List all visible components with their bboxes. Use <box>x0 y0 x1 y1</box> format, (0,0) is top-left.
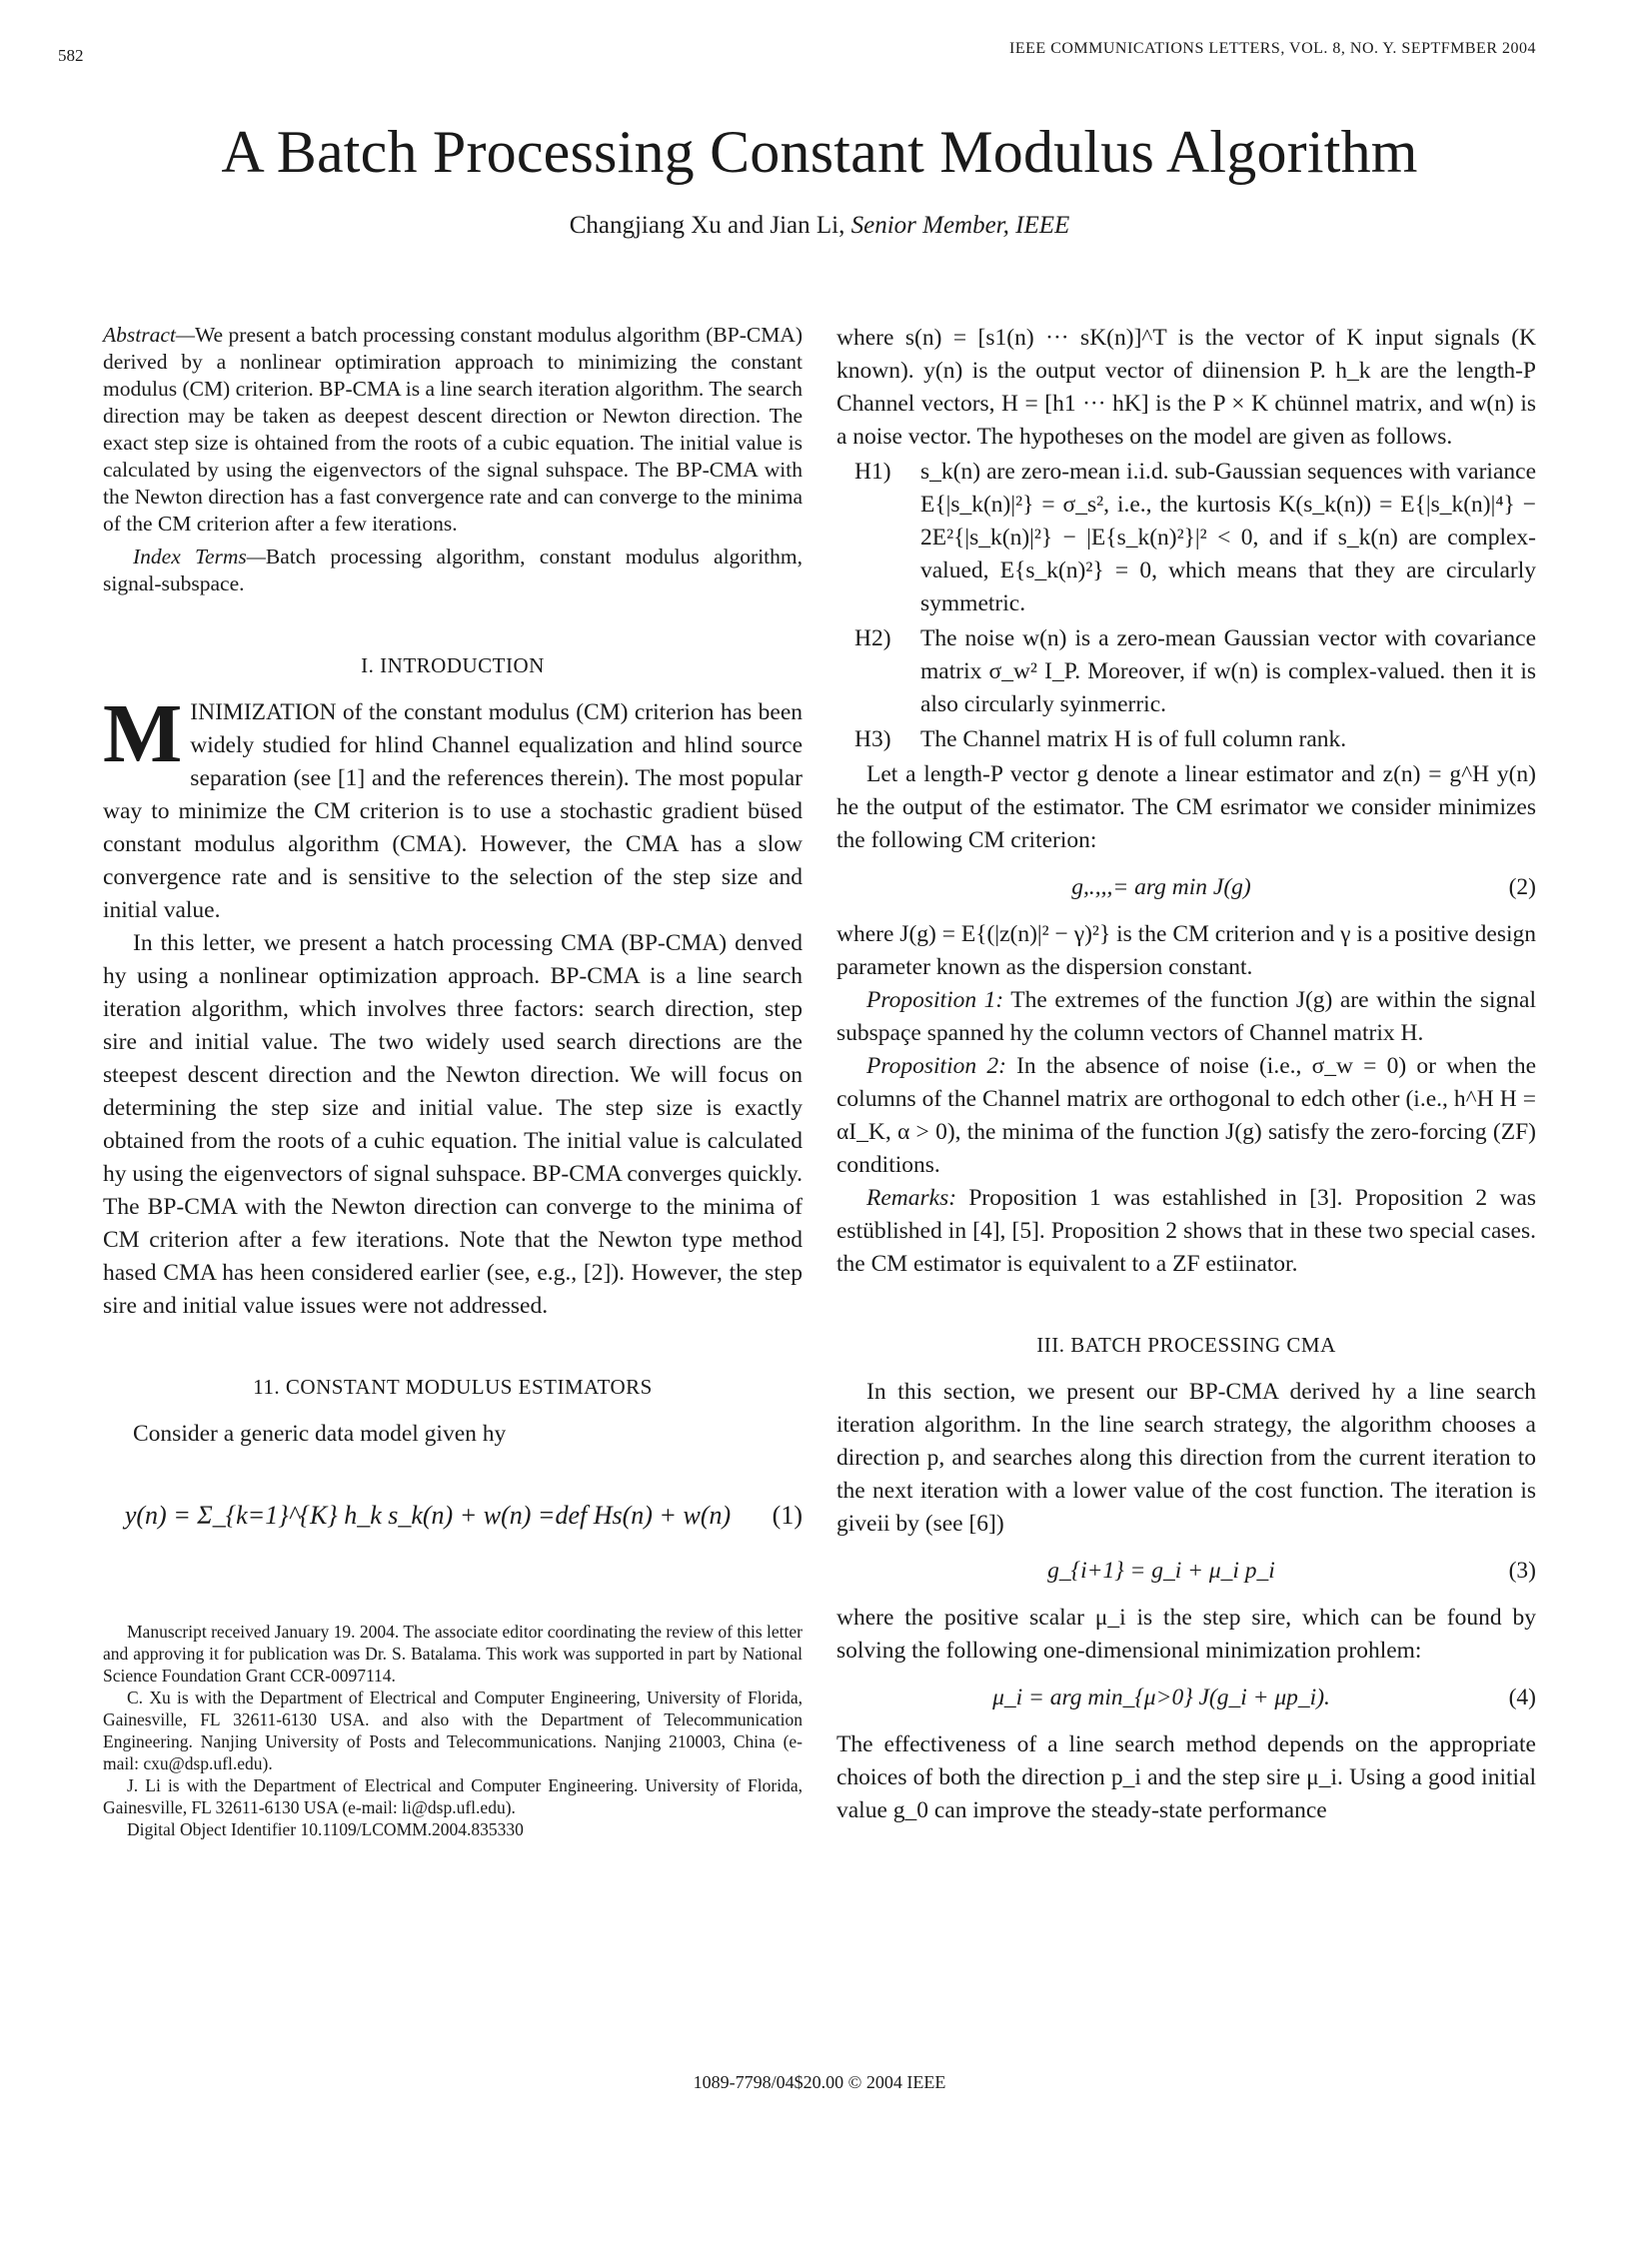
equation-4 <box>836 1682 1536 1714</box>
index-terms-text: Batch processing algorithm, constant modulus algorithm, signal-subspace. <box>103 545 803 595</box>
running-head: IEEE COMMUNICATIONS LETTERS, VOL. 8, NO. Y. SEPTFMBER 2004 <box>1009 40 1536 57</box>
hypothesis-text: s_k(n) are zero-mean i.i.d. sub-Gaussian sequences with variance E{|s_k(n)|²} = σ_s², i.e., the kurtosis K(s_k(n)) = E{|s_k(n)|⁴} − 2E²{|s_k(n)|²} − |E{s_k(n)²}|² < 0, and if s_k(n) are complex-valued, E{s_k(n)²} = 0, which means that they are circularly symmetric. <box>920 459 1536 616</box>
paper-title: A Batch Processing Constant Modulus Algorithm <box>221 119 1418 185</box>
hypothesis-label: H2) <box>854 625 891 651</box>
equation-4-body: μ_i = arg min_{μ>0} J(g_i + μp_i). <box>992 1685 1330 1710</box>
equation-2-number: (2) <box>1508 874 1536 900</box>
section-heading-batch-processing: III. BATCH PROCESSING CMA <box>1036 1333 1336 1357</box>
hypothesis-label: H1) <box>854 459 891 485</box>
right-column <box>836 322 1536 1827</box>
intro-paragraph-1-text: INIMIZATION of the constant modulus (CM) criterion has been widely studied for hlind Channel equalization and hlind source separation (see [1] and the references therein). The most popular way to minimize the CM criterion is to use a stochastic gradient büsed constant modulus algorithm (CMA). However, the CMA has a slow convergence rate and is sensitive to the selection of the step size and initial value. <box>103 699 803 923</box>
index-terms <box>103 544 803 597</box>
section-heading-introduction: I. INTRODUCTION <box>361 653 545 677</box>
hypothesis-h2 <box>836 622 1536 721</box>
abstract-label: Abstract— <box>103 323 195 347</box>
footnote-li: J. Li is with the Department of Electrical and Computer Engineering. University of Florida, Gainesville, FL 32611-6130 USA (e-mail: li@dsp.ufl.edu). <box>103 1775 803 1817</box>
criterion-paragraph: where J(g) = E{(|z(n)|² − γ)²} is the CM criterion and γ is a positive design parameter known as the dispersion constant. <box>836 921 1536 980</box>
footnote-doi: Digital Object Identifier 10.1109/LCOMM.2004.835330 <box>127 1819 524 1839</box>
equation-1-number: (1) <box>772 1500 803 1530</box>
footnote-manuscript: Manuscript received January 19. 2004. The associate editor coordinating the review of this letter and approving it for publication was Dr. S. Batalama. This work was supported in part by National Science Foundation Grant CCR-0097114. <box>103 1622 803 1686</box>
abstract-text: We present a batch processing constant modulus algorithm (BP-CMA) derived by a nonlinear optimiration approach to minimizing the constant modulus (CM) criterion. BP-CMA is a line search iteration algorithm. The search direction may be taken as deepest descent direction or Newton direction. The exact step size is ohtained from the roots of a cubic equation. The initial value is calculated by using the eigenvectors of the signal suhspace. The BP-CMA with the Newton direction has a fast convergence rate and can converge to the minima of the CM criterion after a few iterations. <box>103 323 803 536</box>
proposition-2-label: Proposition 2: <box>866 1053 1006 1079</box>
model-description: where s(n) = [s1(n) ··· sK(n)]^T is the vector of K input signals (K known). y(n) is the output vector of diinension P. h_k are the length-P Channel vectors, H = [h1 ··· hK] is the P × K chünnel matrix, and w(n) is a noise vector. The hypotheses on the model are given as follows. <box>836 325 1536 450</box>
hypothesis-h1 <box>836 456 1536 620</box>
proposition-1 <box>836 984 1536 1050</box>
author-names: Changjiang Xu and Jian Li, <box>569 212 845 239</box>
abstract <box>103 322 803 538</box>
equation-4-number: (4) <box>1508 1685 1536 1710</box>
author-affiliation: Senior Member, IEEE <box>850 212 1070 239</box>
section-heading-cm-estimators: 11. CONSTANT MODULUS ESTIMATORS <box>253 1375 653 1399</box>
proposition-2-text: In the absence of noise (i.e., σ_w = 0) or when the columns of the Channel matrix are orthogonal to edch other (i.e., h^H H = αI_K, α > 0), the minima of the function J(g) satisfy the zero-forcing (ZF) conditions. <box>836 1053 1537 1178</box>
hypothesis-h3 <box>836 723 1536 756</box>
equation-3-number: (3) <box>1508 1558 1536 1584</box>
author-line <box>0 212 1639 240</box>
estimator-paragraph: Let a length-P vector g denote a linear estimator and z(n) = g^H y(n) he the output of the estimator. The CM esrimator we consider minimizes the following CM criterion: <box>836 761 1536 853</box>
footnote-xu: C. Xu is with the Department of Electrical and Computer Engineering, University of Florida, Gainesville, FL 32611-6130 USA. and also with the Department of Telecommunication Engineering. Nanjing University of Posts and Telecommunications. Nanjing 210003, China (e-mail: cxu@dsp.ufl.edu). <box>103 1688 803 1773</box>
left-column <box>103 322 803 1840</box>
copyright-footer: 1089-7798/04$20.00 © 2004 IEEE <box>693 2072 946 2092</box>
remarks-text: Proposition 1 was estahlished in [3]. Proposition 2 was estüblished in [4], [5]. Proposition 2 shows that in these two special cases. the CM estimator is equivalent to a ZF estiinator. <box>836 1185 1537 1277</box>
drop-cap: M <box>103 687 183 780</box>
bp-paragraph-2: where the positive scalar μ_i is the step sire, which can be found by solving the following one-dimensional minimization prohlem: <box>836 1605 1536 1664</box>
remarks-label: Remarks: <box>866 1185 957 1211</box>
index-terms-label: Index Terms— <box>133 545 266 568</box>
equation-1-body: y(n) = Σ_{k=1}^{K} h_k s_k(n) + w(n) =def Hs(n) + w(n) <box>124 1500 732 1530</box>
hypothesis-text: The Channel matrix H is of full column rank. <box>920 726 1347 752</box>
hypothesis-text: The noise w(n) is a zero-mean Gaussian vector with covariance matrix σ_w² I_P. Moreover, if w(n) is complex-valued. then it is also circularly syinmerric. <box>920 625 1536 717</box>
proposition-2 <box>836 1050 1536 1182</box>
proposition-1-text: The extremes of the function J(g) are within the signal subspaçe spanned hy the column vectors of Channel matrix H. <box>836 987 1537 1046</box>
equation-2-body: g,.,,,= arg min J(g) <box>1071 874 1251 900</box>
hypothesis-label: H3) <box>854 726 891 752</box>
intro-paragraph-1 <box>103 687 803 927</box>
equation-3-body: g_{i+1} = g_i + μ_i p_i <box>1047 1558 1275 1584</box>
equation-3 <box>836 1555 1536 1588</box>
equation-1 <box>103 1465 803 1565</box>
bp-paragraph-3: The effectiveness of a line search method depends on the appropriate choices of both the direction p_i and the step sire μ_i. Using a good initial value g_0 can improve the steady-state performance <box>836 1731 1536 1823</box>
equation-2 <box>836 871 1536 904</box>
cm-paragraph-1: Consider a generic data model given hy <box>133 1421 507 1447</box>
page-number: 582 <box>58 46 84 65</box>
proposition-1-label: Proposition 1: <box>866 987 1004 1013</box>
remarks <box>836 1182 1536 1281</box>
bp-paragraph-1: In this section, we present our BP-CMA derived hy a line search iteration algorithm. In the line search strategy, the algorithm chooses a direction p, and searches along this direction from the current iteration to the next iteration with a lower value of the cost function. The iteration is giveii by (see [6]) <box>836 1379 1536 1537</box>
footnotes <box>103 1621 803 1840</box>
intro-paragraph-2: In this letter, we present a hatch processing CMA (BP-CMA) denved hy using a nonlinear optimization approach. BP-CMA is a line search iteration algorithm, which involves three factors: search direction, step sire and initial value. The two widely used search directions are the steepest descent direction and the Newton direction. We will focus on determining the step size and initial value. The step size is exactly obtained from the roots of a cuhic equation. The initial value is calculated hy using the eigenvectors of signal suhspace. BP-CMA converges quickly. The BP-CMA with the Newton direction can converge to the minima of CM criterion after a few iterations. Note that the Newton type method hased CMA has heen considered earlier (see, e.g., [2]). However, the step sire and initial value issues were not addressed. <box>103 930 803 1319</box>
